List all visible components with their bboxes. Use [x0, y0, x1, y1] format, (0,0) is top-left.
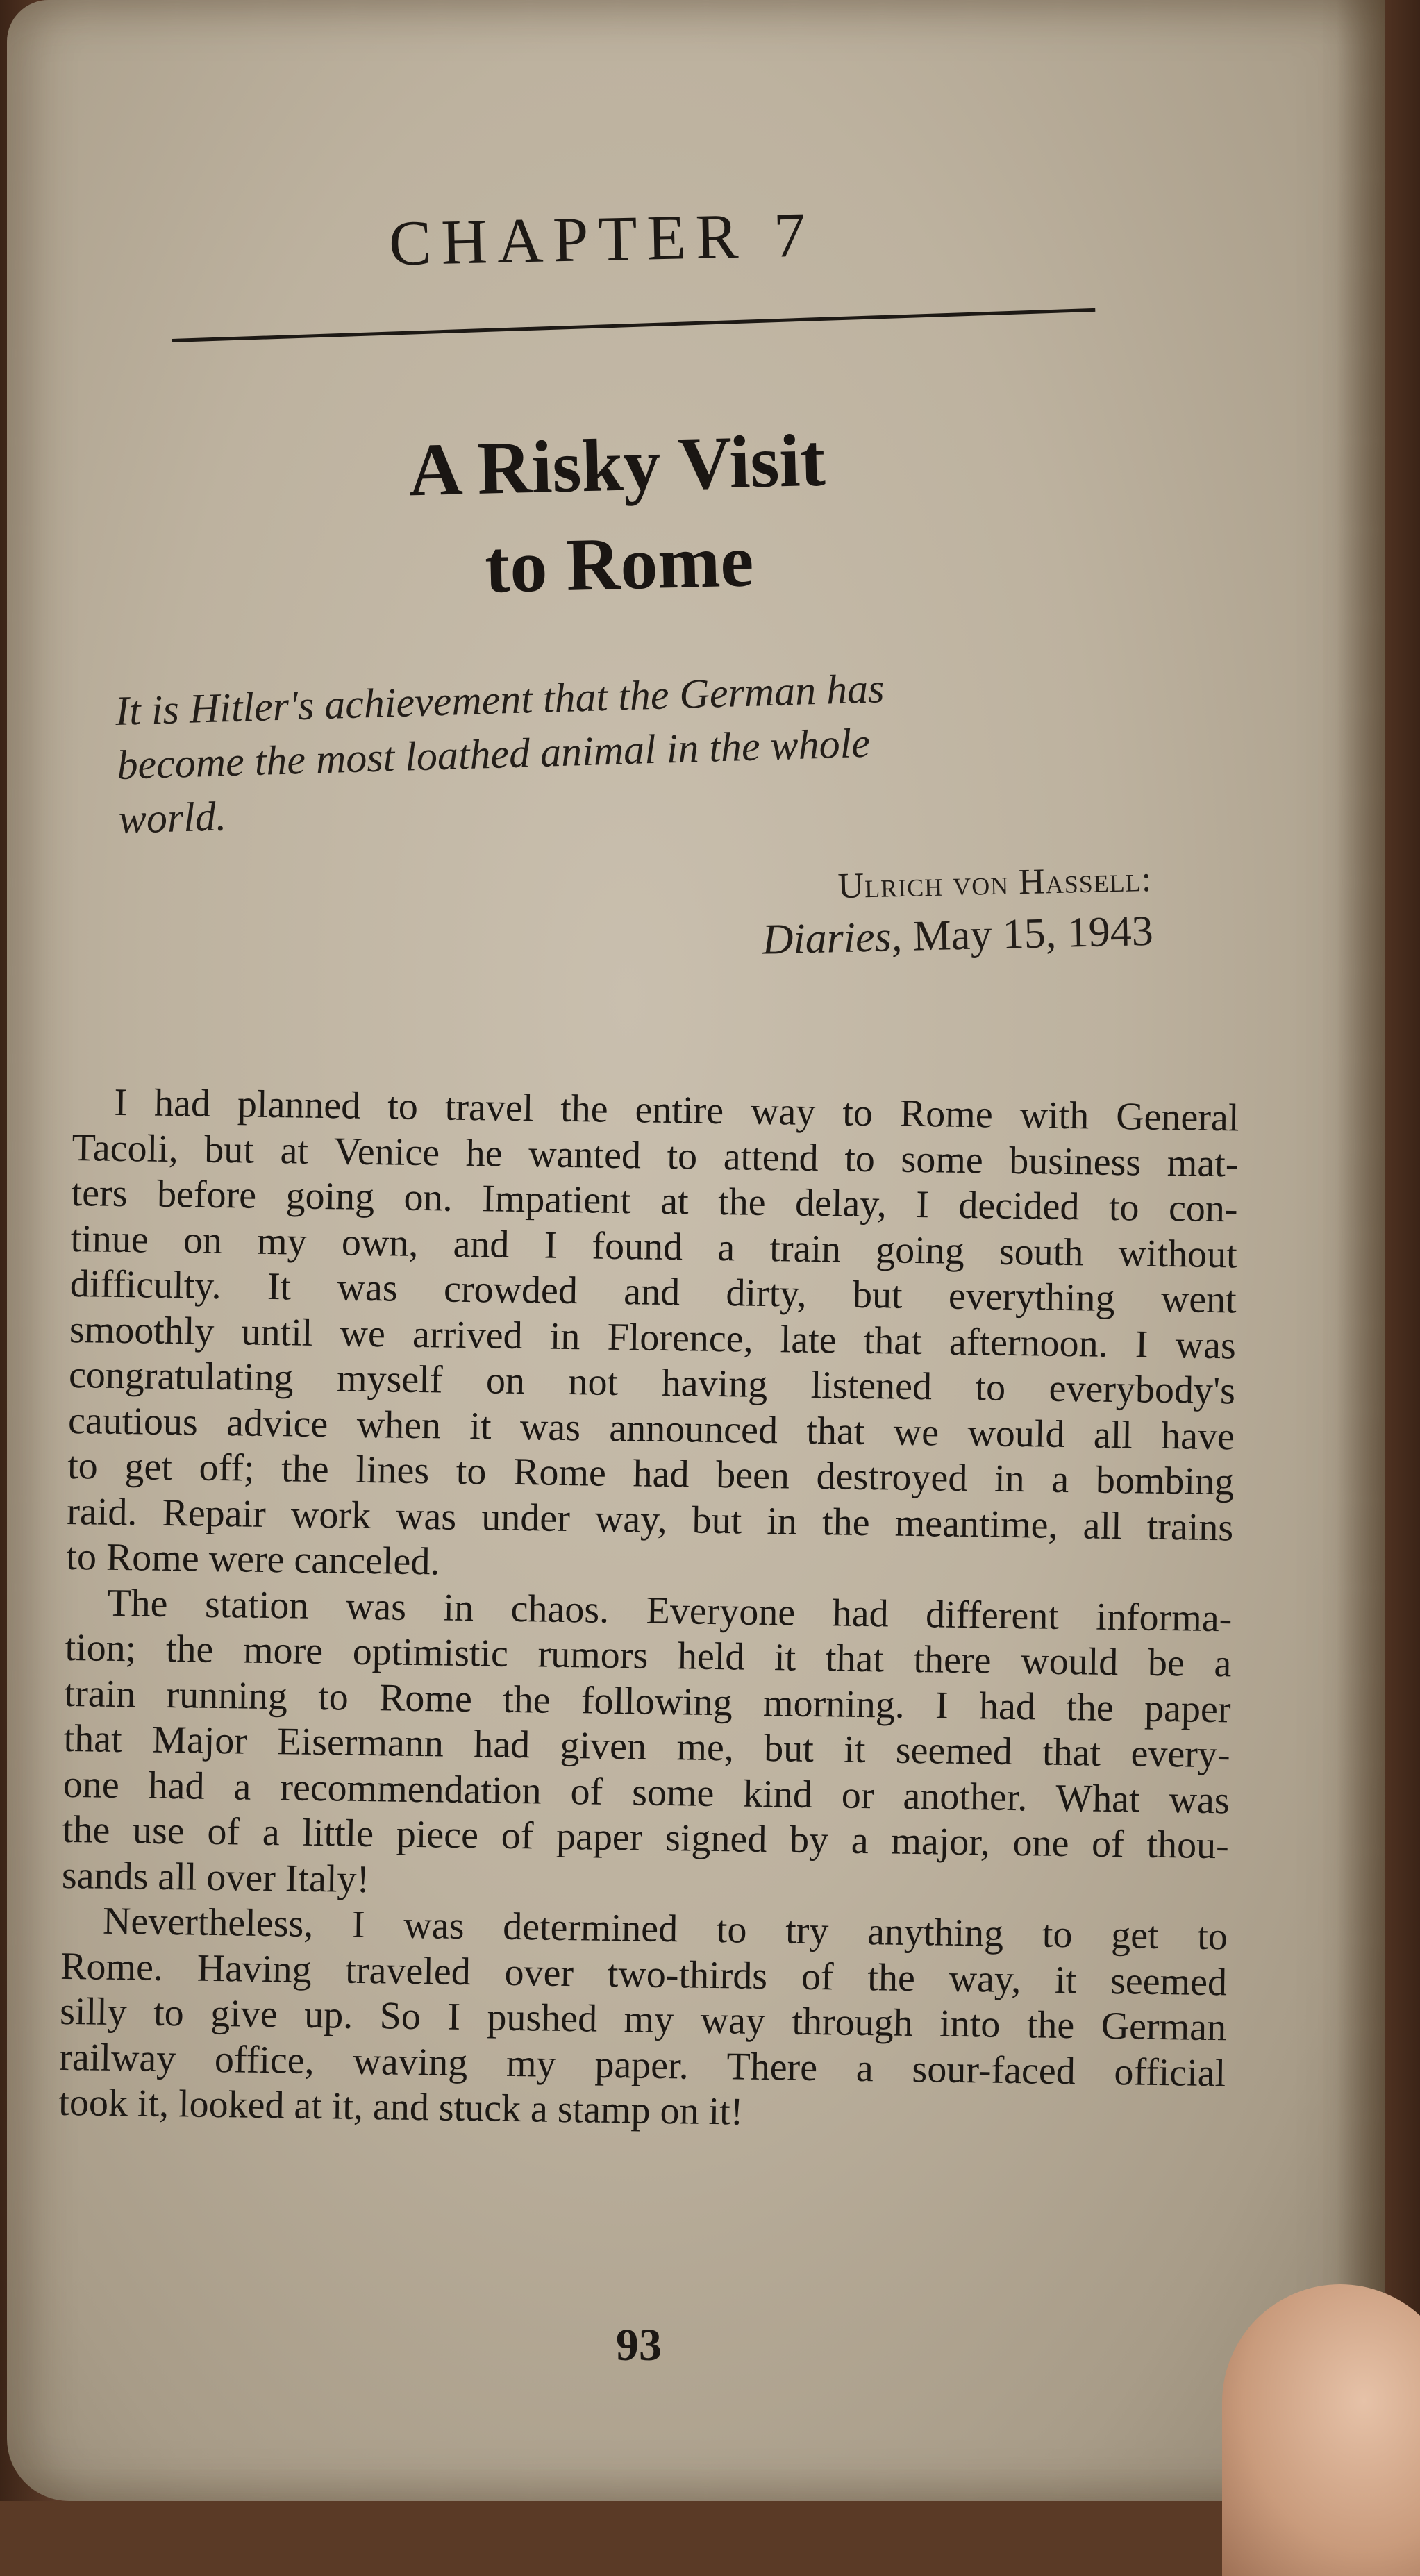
- epigraph-line: become the most loathed animal in the whole: [116, 719, 871, 788]
- text-line: tinue on my own, and I found a train going south without: [70, 1216, 1238, 1276]
- attribution-date: May 15, 1943: [912, 907, 1154, 960]
- page-edge-shadow: [1337, 0, 1385, 2501]
- text-line: Rome. Having traveled over two-thirds of the way, it seemed: [60, 1944, 1228, 2004]
- thumb: [1222, 2284, 1420, 2576]
- text-line: silly to give up. So I pushed my way through into the German: [59, 1989, 1227, 2050]
- text-line: that Major Eisermann had given me, but it seemed that every-: [63, 1716, 1231, 1777]
- body-text: [58, 1080, 1239, 2142]
- attribution-source: [653, 904, 1154, 969]
- text-line: difficulty. It was crowded and dirty, but everything went: [69, 1262, 1237, 1322]
- text-line: the use of a little piece of paper signed by a major, one of thou-: [62, 1807, 1230, 1868]
- page-number: 93: [616, 2320, 662, 2370]
- epigraph-attribution: [651, 855, 1153, 969]
- paragraph-3: [58, 1898, 1228, 2142]
- paragraph-1: [66, 1080, 1239, 1596]
- epigraph-quote: [115, 652, 1202, 846]
- epigraph-line: It is Hitler's achievement that the German has: [115, 665, 885, 734]
- text-line: congratulating myself on not having listened to everybody's: [68, 1353, 1236, 1413]
- text-line: The station was in chaos. Everyone had different informa-: [107, 1581, 1233, 1640]
- paragraph-2: [62, 1580, 1233, 1914]
- text-line: tion; the more optimistic rumors held it that there would be a: [65, 1625, 1232, 1686]
- text-line: took it, looked at it, and stuck a stamp on it!: [58, 2080, 744, 2134]
- text-line: Nevertheless, I was determined to try anything to get to: [102, 1899, 1228, 1959]
- text-line: ters before going on. Impatient at the delay, I decided to con-: [71, 1171, 1238, 1231]
- text-line: railway office, waving my paper. There a sour-faced official: [58, 2035, 1226, 2095]
- text-line: to Rome were canceled.: [65, 1534, 440, 1584]
- chapter-label: CHAPTER 7: [388, 199, 817, 279]
- text-line: smoothly until we arrived in Florence, late that afternoon. I was: [69, 1307, 1237, 1367]
- chapter-title-line: A Risky Visit: [407, 419, 826, 512]
- attribution-work: Diaries,: [761, 913, 903, 964]
- text-line: to get off; the lines to Rome had been destroyed in a bombing: [67, 1444, 1235, 1504]
- text-line: raid. Repair work was under way, but in the meantime, all trains: [66, 1489, 1234, 1549]
- text-line: train running to Rome the following morning. I had the paper: [64, 1671, 1231, 1731]
- text-line: Tacoli, but at Venice he wanted to attend to some business mat-: [72, 1126, 1239, 1185]
- text-line: I had planned to travel the entire way to Rome with General: [114, 1080, 1239, 1140]
- text-line: one had a recommendation of some kind or another. What was: [62, 1762, 1230, 1822]
- epigraph-line: world.: [117, 793, 227, 842]
- attribution-author: Ulrich von Hassell:: [837, 859, 1153, 907]
- chapter-title-line: to Rome: [483, 519, 755, 609]
- chapter-title: [262, 408, 975, 623]
- text-line: sands all over Italy!: [61, 1853, 370, 1901]
- text-line: cautious advice when it was announced that we would all have: [67, 1398, 1235, 1458]
